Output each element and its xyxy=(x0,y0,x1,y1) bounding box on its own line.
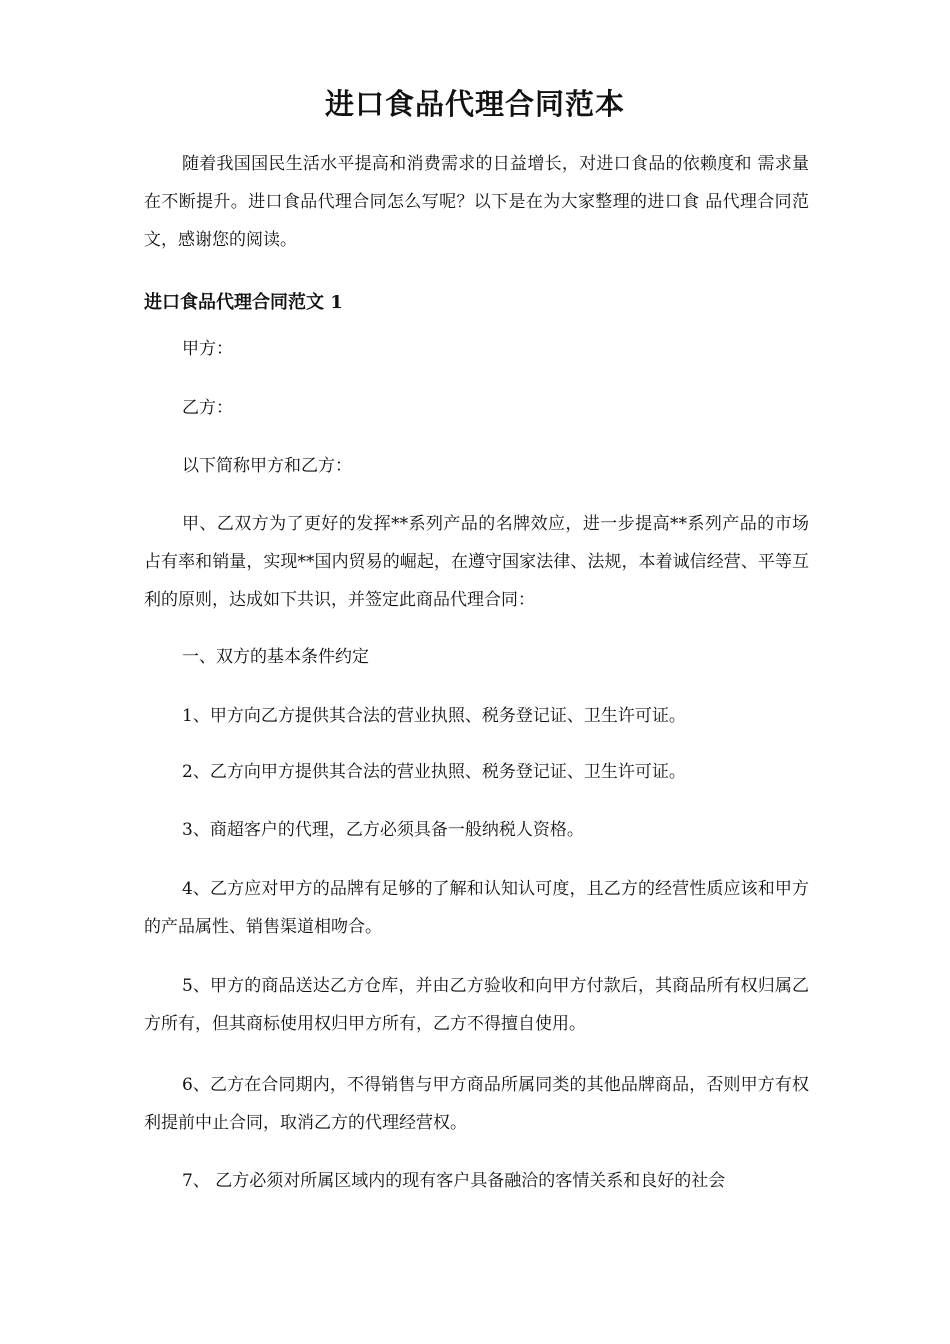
document-title: 进口食品代理合同范本 xyxy=(324,87,625,121)
party-a-line: 甲方： xyxy=(182,339,233,359)
preamble-paragraph: 甲、乙双方为了更好的发挥**系列产品的名牌效应，进一步提高**系列产品的市场占有率和销量，实现**国内贸易的崛起，在遵守国家法律、法规，本着诚信经营、平等互利的原则，达成如下共识，并签定此商品代理合同： xyxy=(144,514,809,610)
clause-heading-1: 一、双方的基本条件约定 xyxy=(182,647,369,667)
clause-item-7: 7、 乙方必须对所属区域内的现有客户具备融洽的客情关系和良好的社会 xyxy=(182,1171,726,1191)
clause-item-6: 6、乙方在合同期内，不得销售与甲方商品所属同类的其他品牌商品，否则甲方有权利提前中止合同，取消乙方的代理经营权。 xyxy=(144,1075,809,1133)
intro-paragraph: 随着我国国民生活水平提高和消费需求的日益增长，对进口食品的依赖度和 需求量在不断提升。进口食品代理合同怎么写呢？以下是在为大家整理的进口食 品代理合同范文，感谢您的阅读。 xyxy=(144,154,809,250)
clause-item-1: 1、甲方向乙方提供其合法的营业执照、税务登记证、卫生许可证。 xyxy=(182,706,686,726)
party-b-line: 乙方： xyxy=(182,398,233,418)
clause-item-5: 5、甲方的商品送达乙方仓库，并由乙方验收和向甲方付款后，其商品所有权归属乙方所有，但其商标使用权归甲方所有，乙方不得擅自使用。 xyxy=(144,976,809,1034)
clause-item-3: 3、商超客户的代理，乙方必须具备一般纳税人资格。 xyxy=(182,820,584,840)
clause-item-4: 4、乙方应对甲方的品牌有足够的了解和认知认可度，且乙方的经营性质应该和甲方的产品属性、销售渠道相吻合。 xyxy=(144,879,809,937)
clause-item-2: 2、乙方向甲方提供其合法的营业执照、税务登记证、卫生许可证。 xyxy=(182,762,686,782)
abbreviation-line: 以下简称甲方和乙方： xyxy=(182,456,352,476)
section-heading: 进口食品代理合同范文 1 xyxy=(144,292,343,313)
